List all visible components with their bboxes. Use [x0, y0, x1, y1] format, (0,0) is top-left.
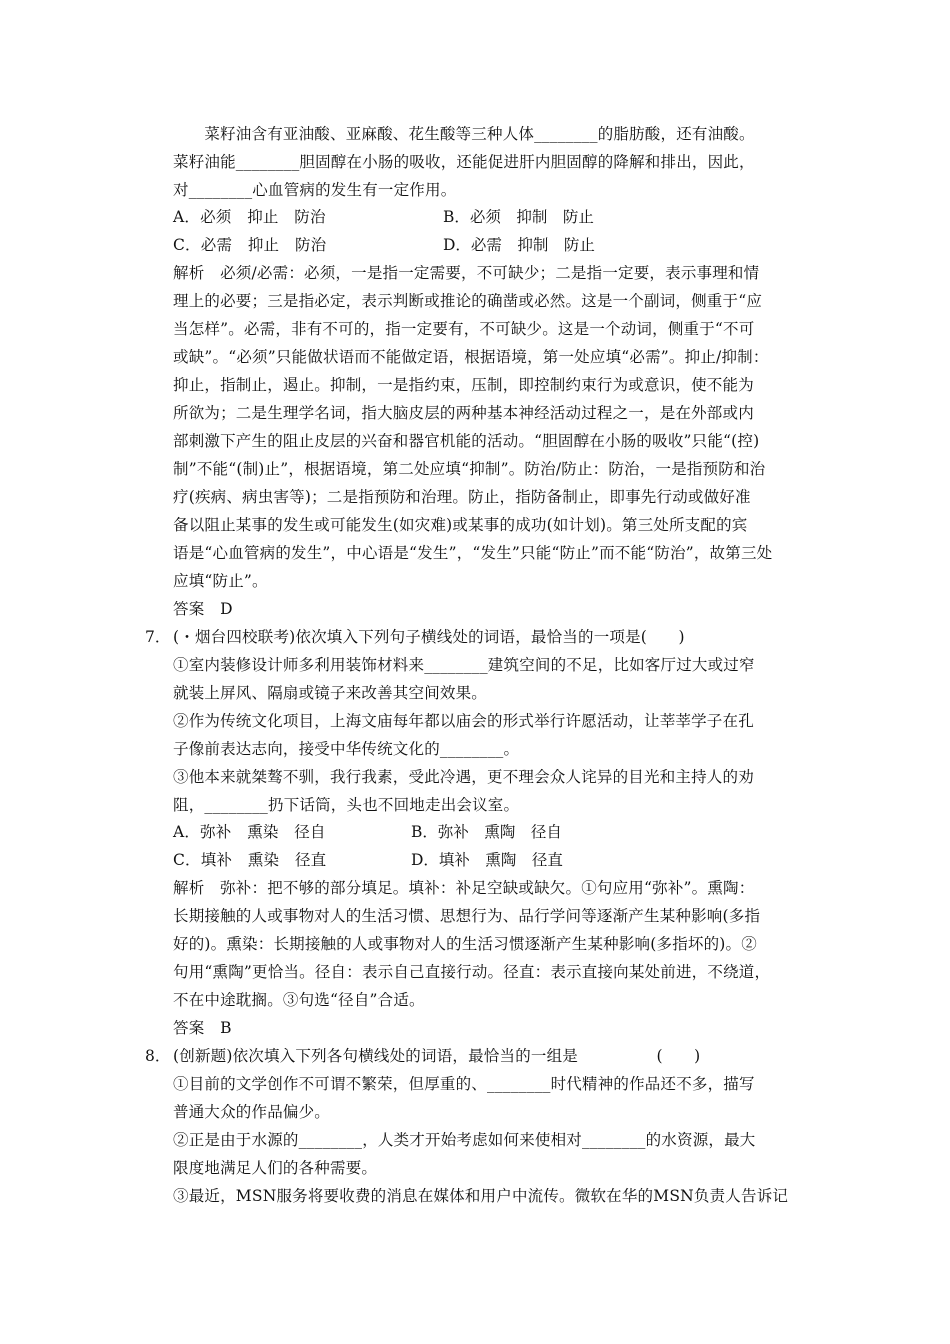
analysis-line: 解析 弥补：把不够的部分填足。填补：补足空缺或缺欠。①句应用“弥补”。熏陶：	[173, 879, 755, 897]
option-d: D．填补 熏陶 径直	[411, 851, 563, 869]
analysis-line: 应填“防止”。	[173, 572, 268, 590]
option-b: B．弥补 熏陶 径自	[411, 823, 562, 841]
question-sentence: 限度地满足人们的各种需要。	[173, 1159, 378, 1177]
analysis-line: 好的)。熏染：长期接触的人或事物对人的生活习惯逐渐产生某种影响(多指坏的)。②	[173, 935, 757, 953]
question-sentence: 子像前表达志向，接受中华传统文化的________。	[173, 740, 520, 758]
option-b: B．必须 抑制 防止	[443, 208, 594, 226]
analysis-line: 当怎样”。必需，非有不可的，指一定要有，不可缺少。这是一个动词，侧重于“不可	[173, 320, 755, 338]
question-stem: (创新题)依次填入下列各句横线处的词语，最恰当的一组是 ( )	[173, 1047, 701, 1065]
question-sentence: ①室内装修设计师多利用装饰材料来________建筑空间的不足，比如客厅过大或过窄	[173, 656, 755, 674]
analysis-line: 备以阻止某事的发生或可能发生(如灾难)或某事的成功(如计划)。第三处所支配的宾	[173, 516, 748, 534]
question-sentence: ②正是由于水源的________，人类才开始考虑如何来使相对________的水资源，最大	[173, 1131, 756, 1149]
question-stem: (・烟台四校联考)依次填入下列句子横线处的词语，最恰当的一项是( )	[173, 628, 685, 646]
question-sentence: 普通大众的作品偏少。	[173, 1103, 331, 1121]
analysis-line: 制”不能“(制)止”，根据语境，第二处应填“抑制”。防治/防止：防治，一是指预防和治	[173, 460, 766, 478]
answer: 答案 B	[173, 1019, 232, 1037]
analysis-line: 长期接触的人或事物对人的生活习惯、思想行为、品行学问等逐渐产生某种影响(多指	[173, 907, 761, 925]
option-c: C．填补 熏染 径直	[173, 851, 327, 869]
passage-line: 菜籽油含有亚油酸、亚麻酸、花生酸等三种人体________的脂肪酸，还有油酸。	[173, 125, 755, 143]
analysis-line: 所欲为；二是生理学名词，指大脑皮层的两种基本神经活动过程之一，是在外部或内	[173, 404, 754, 422]
analysis-line: 部刺激下产生的阻止皮层的兴奋和器官机能的活动。“胆固醇在小肠的吸收”只能“(控)	[173, 432, 760, 450]
analysis-line: 句用“熏陶”更恰当。径自：表示自己直接行动。径直：表示直接向某处前进，不绕道，	[173, 963, 771, 981]
analysis-line: 语是“心血管病的发生”，中心语是“发生”，“发生”只能“防止”而不能“防治”，故第三处	[173, 544, 773, 562]
option-d: D．必需 抑制 防止	[443, 236, 595, 254]
option-a: A．必须 抑止 防治	[173, 208, 326, 226]
analysis-line: 抑止，指制止，遏止。抑制，一是指约束，压制，即控制约束行为或意识，使不能为	[173, 376, 754, 394]
option-c: C．必需 抑止 防治	[173, 236, 327, 254]
question-sentence: 阻，________扔下话筒，头也不回地走出会议室。	[173, 796, 520, 814]
question-sentence: ②作为传统文化项目，上海文庙每年都以庙会的形式举行许愿活动，让莘莘学子在孔	[173, 712, 754, 730]
analysis-line: 疗(疾病、病虫害等)；二是指预防和治理。防止，指防备制止，即事先行动或做好准	[173, 488, 751, 506]
question-sentence: ③最近，MSN服务将要收费的消息在媒体和用户中流传。微软在华的MSN负责人告诉记	[173, 1187, 789, 1205]
analysis-line: 不在中途耽搁。③句选“径自”合适。	[173, 991, 425, 1009]
analysis-line: 理上的必要；三是指必定，表示判断或推论的确凿或必然。这是一个副词，侧重于“应	[173, 292, 763, 310]
passage-line: 菜籽油能________胆固醇在小肠的吸收，还能促进肝内胆固醇的降解和排出，因此，	[173, 153, 755, 171]
analysis-line: 解析 必须/必需：必须，一是指一定需要，不可缺少；二是指一定要，表示事理和情	[173, 264, 760, 282]
analysis-line: 或缺”。“必须”只能做状语而不能做定语，根据语境，第一处应填“必需”。抑止/抑制：	[173, 348, 769, 366]
option-a: A．弥补 熏染 径自	[173, 823, 326, 841]
question-sentence: ①目前的文学创作不可谓不繁荣，但厚重的、________时代精神的作品还不多，描写	[173, 1075, 755, 1093]
question-number: 7．	[145, 628, 171, 646]
answer: 答案 D	[173, 600, 233, 618]
question-sentence: ③他本来就桀骜不驯，我行我素，受此冷遇，更不理会众人诧异的目光和主持人的劝	[173, 768, 754, 786]
question-number: 8．	[145, 1047, 171, 1065]
question-sentence: 就装上屏风、隔扇或镜子来改善其空间效果。	[173, 684, 488, 702]
passage-line: 对________心血管病的发生有一定作用。	[173, 181, 457, 199]
